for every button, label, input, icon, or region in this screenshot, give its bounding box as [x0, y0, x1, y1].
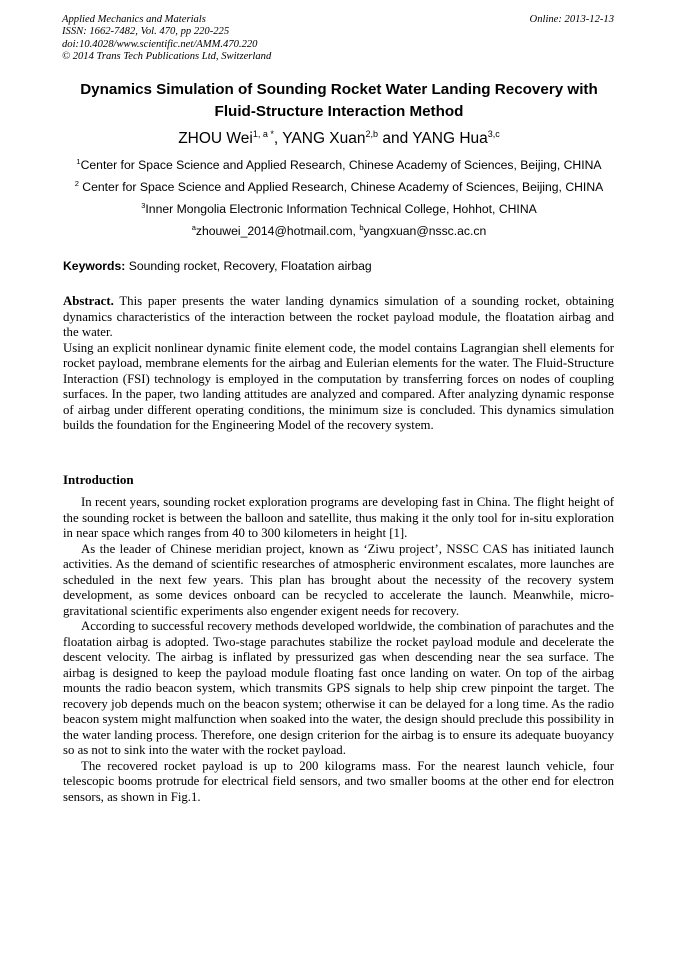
affiliation-3-text: Inner Mongolia Electronic Information Technical College, Hohhot, CHINA [145, 202, 537, 216]
author-2-sup: 2,b [365, 129, 379, 139]
journal-name: Applied Mechanics and Materials [62, 14, 206, 25]
abstract-label: Abstract. [63, 294, 114, 308]
online-date: Online: 2013-12-13 [529, 14, 614, 25]
affiliation-1 [30, 158, 648, 173]
keywords [63, 259, 615, 274]
email-a[interactable]: zhouwei_2014@hotmail.com, [195, 224, 360, 238]
affiliation-3 [30, 202, 648, 217]
title-line-1: Dynamics Simulation of Sounding Rocket Water Landing Recovery with [80, 81, 598, 98]
affiliation-2-text: Center for Space Science and Applied Research, Chinese Academy of Sciences, Beijing, CHINA [78, 180, 604, 194]
email-b-sup: b [359, 223, 364, 232]
copyright-line: © 2014 Trans Tech Publications Ltd, Switzerland [62, 50, 272, 62]
affiliation-2-sup: 2 [74, 179, 79, 188]
affiliation-1-text: Center for Space Science and Applied Research, Chinese Academy of Sciences, Beijing, CHINA [80, 158, 602, 172]
intro-paragraph-4: The recovered rocket payload is up to 200 kilograms mass. For the nearest launch vehicle, four telescopic booms protrude for electrical field sensors, and two smaller booms at the other end for electron sensors, as shown in Fig.1. [63, 758, 614, 804]
author-3-sup: 3,c [487, 129, 500, 139]
author-separator: and [378, 130, 413, 147]
affiliation-1-sup: 1 [76, 157, 81, 166]
email-b[interactable]: yangxuan@nssc.ac.cn [363, 224, 487, 238]
author-3-name: YANG Hua [412, 130, 488, 147]
author-list [40, 129, 638, 149]
affiliation-2 [30, 180, 648, 195]
abstract [63, 294, 614, 434]
abstract-paragraph-1 [63, 294, 614, 341]
title-line-2: Fluid-Structure Interaction Method [214, 103, 464, 120]
author-separator: , [273, 130, 283, 147]
email-a-sup: a [191, 223, 196, 232]
journal-header [62, 14, 614, 63]
section-heading-introduction: Introduction [63, 472, 134, 487]
email-line [30, 224, 648, 239]
author-2-name: YANG Xuan [282, 130, 366, 147]
author-1-sup: 1, a * [252, 129, 274, 139]
intro-paragraph-1: In recent years, sounding rocket exploration programs are developing fast in China. The flight height of the sounding rocket is between the balloon and satellite, thus making it the only tool for in-situ exploration in near space which ranges from 40 to 300 kilometers in height [1]. [63, 495, 614, 540]
affiliation-3-sup: 3 [141, 201, 146, 210]
keywords-text: Sounding rocket, Recovery, Floatation airbag [125, 259, 372, 273]
keywords-label: Keywords: [63, 259, 126, 273]
intro-paragraph-3: According to successful recovery methods developed worldwide, the combination of parachutes and the floatation airbag is adopted. Two-stage parachutes stabilize the rocket payload module and decelerate the descent velocity. The airbag is inflated by pressurized gas when descending near the sea surface. The airbag is designed to keep the payload module floating fast once landing on water. On top of the airbag mounts the radio beacon system, which transmits GPS signals to help ship crew pinpoint the target. The recovery job depends much on the beacon system; otherwise it can be delayed for a long time. As the radio beacon system might malfunction when soaked into the water, the design should preclude this possibility in the water landing process. Therefore, one design criterion for the airbag is to ensure its adequate buoyancy so as not to sink into the water with the rocket payload. [63, 619, 614, 757]
doi-line: doi:10.4028/www.scientific.net/AMM.470.220 [62, 38, 258, 50]
abstract-text-1: This paper presents the water landing dynamics simulation of a sounding rocket, obtaining dynamics characteristics of the interaction between the rocket payload module, the floatation airbag and the water. [63, 294, 614, 339]
paper-title [40, 79, 638, 123]
author-1-name: ZHOU Wei [178, 130, 253, 147]
issn-line: ISSN: 1662-7482, Vol. 470, pp 220-225 [62, 26, 230, 38]
intro-paragraph-2: As the leader of Chinese meridian project, known as ‘Ziwu project’, NSSC CAS has initiated launch activities. As the demand of scientific researches of atmospheric environment escalates, more launches are scheduled in the next few years. This plan has brought about the necessity of the recovery system development, as some devices onboard can be recycled to accelerate the launch. Meanwhile, micro-gravitational scientific experiments also engender exigent needs for recovery. [63, 541, 614, 618]
introduction-body [63, 495, 614, 805]
abstract-paragraph-2: Using an explicit nonlinear dynamic finite element code, the model contains Lagrangian shell elements for rocket payload, membrane elements for the airbag and Eulerian elements for the water. The Fluid-Structure Interaction (FSI) technology is employed in the computation by transferring forces on nodes of coupling surfaces. In the paper, two landing attitudes are analyzed and compared. After analyzing dynamic response of airbag under different operating conditions, the minimum size is concluded. This dynamics simulation builds the foundation for the Engineering Model of the recovery system. [63, 340, 614, 432]
